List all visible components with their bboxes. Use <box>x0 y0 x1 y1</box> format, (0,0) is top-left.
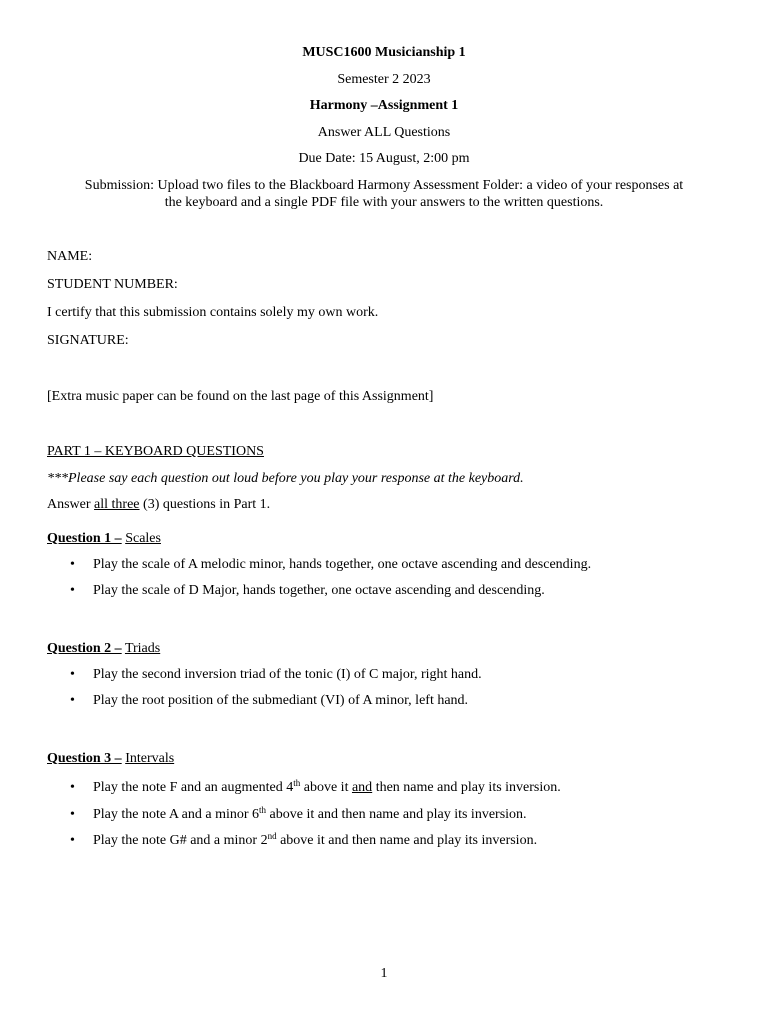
bullet-icon: • <box>70 780 75 795</box>
extra-paper-note: [Extra music paper can be found on the last page of this Assignment] <box>47 389 434 404</box>
bullet-icon: • <box>70 807 75 822</box>
due-date: Due Date: 15 August, 2:00 pm <box>298 151 470 166</box>
submission-line-1: Submission: Upload two files to the Blackboard Harmony Assessment Folder: a video of your responses at <box>84 178 684 193</box>
question-3-item-1: Play the note F and an augmented 4th above it and then name and play its inversion. <box>93 778 561 795</box>
assignment-title: Harmony –Assignment 1 <box>309 98 459 113</box>
question-1-heading: Question 1 – Scales <box>47 531 161 546</box>
bullet-icon: • <box>70 693 75 708</box>
student-number-label: STUDENT NUMBER: <box>47 277 178 292</box>
page-number: 1 <box>380 966 388 981</box>
part1-answer-instruction: Answer all three (3) questions in Part 1. <box>47 497 271 512</box>
question-3-item-3: Play the note G# and a minor 2nd above it and then name and play its inversion. <box>93 831 538 848</box>
course-title: MUSC1600 Musicianship 1 <box>302 45 466 60</box>
question-3-item-2: Play the note A and a minor 6th above it and then name and play its inversion. <box>93 805 527 822</box>
part1-instruction: ***Please say each question out loud before you play your response at the keyboard. <box>47 471 524 486</box>
question-2-item-1: Play the second inversion triad of the tonic (I) of C major, right hand. <box>93 667 482 682</box>
bullet-icon: • <box>70 667 75 682</box>
bullet-icon: • <box>70 833 75 848</box>
answer-instruction: Answer ALL Questions <box>317 125 451 140</box>
certification-statement: I certify that this submission contains solely my own work. <box>47 305 379 320</box>
bullet-icon: • <box>70 557 75 572</box>
semester: Semester 2 2023 <box>337 72 431 87</box>
name-label: NAME: <box>47 249 93 264</box>
question-1-item-1: Play the scale of A melodic minor, hands together, one octave ascending and descending. <box>93 557 592 572</box>
bullet-icon: • <box>70 583 75 598</box>
signature-label: SIGNATURE: <box>47 333 129 348</box>
submission-line-2: the keyboard and a single PDF file with your answers to the written questions. <box>164 195 604 210</box>
part1-title: PART 1 – KEYBOARD QUESTIONS <box>47 444 264 459</box>
question-2-heading: Question 2 – Triads <box>47 641 161 656</box>
question-2-item-2: Play the root position of the submediant (VI) of A minor, left hand. <box>93 693 469 708</box>
question-1-item-2: Play the scale of D Major, hands together, one octave ascending and descending. <box>93 583 545 598</box>
question-3-heading: Question 3 – Intervals <box>47 751 175 766</box>
